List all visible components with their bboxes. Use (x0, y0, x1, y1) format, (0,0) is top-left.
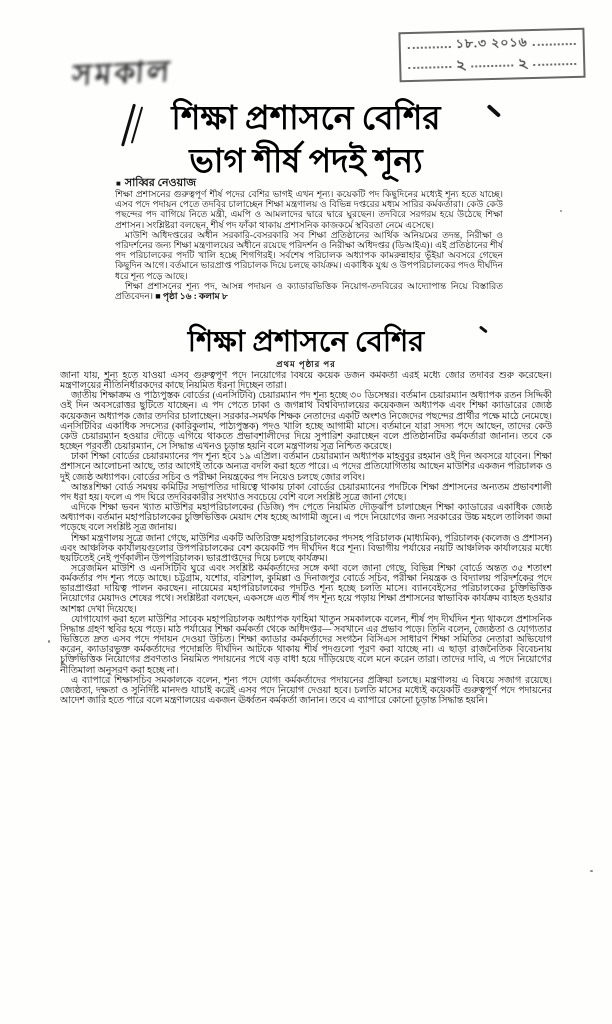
scan-speck (48, 640, 50, 643)
headline-line-2: ভাগ শীর্ষ পদই শূন্য (189, 144, 423, 180)
lead-paragraph (115, 281, 503, 301)
body-paragraph: আন্তঃশিক্ষা বোর্ড সমন্বয় কমিটির সভাপতির দায়িত্বে থাকায় ঢাকা বোর্ডের চেয়ারম্যানের পদটিকে শিক্ষা প্রশাসনের অন্যতম প্রভাবশালী পদ ধরা হয়। ফলে এ পদ ঘিরে তদবিরকারীর সংখ্যাও সবচেয়ে বেশি বলে সংশ্লিষ্ট সূত্রে জানা গেছে। (60, 482, 552, 503)
lead-paragraph: শিক্ষা প্রশাসনের গুরুত্বপূর্ণ শীর্ষ পদের বেশির ভাগই এখন শূন্য। কয়েকটি পদ কিছুদিনের মধ্যেই শূন্য হতে যাচ্ছে। এসব পদে পদায়ন পেতে তদবির চালাচ্ছেন শিক্ষা মন্ত্রণালয় ও বিভিন্ন দপ্তরের মধ্যম সারির কর্মকর্তারা। কেউ কেউ পছন্দের পদ বাগিয়ে নিতে মন্ত্রী, এমপি ও আমলাদের দ্বারে দ্বারে ঘুরছেন। তদবিরে সরগরম হয়ে উঠেছে শিক্ষা প্রশাসন। সংশ্লিষ্টরা বলছেন, শীর্ষ পদ ফাঁকা থাকায় প্রশাসনিক কাজকর্মে স্থবিরতা নেমে এসেছে। (115, 189, 503, 230)
masthead-smudge: সমকাল (70, 55, 174, 93)
headline (104, 98, 508, 184)
stamp-scribble-left: ২ (454, 56, 468, 75)
dotted-line (533, 61, 576, 65)
stamp-date: ১৮.৩ ২০১৬ (455, 35, 528, 51)
body-column (60, 371, 552, 1017)
body-paragraph: ঢাকা শিক্ষা বোর্ডের চেয়ারম্যানের পদ শূন্য হবে ১৯ এপ্রিল। বর্তমান চেয়ারম্যান অধ্যাপক মাহবুবুর রহমান ওই দিন অবসরে যাবেন। শিক্ষা প্রশাসনে আলোচনা আছে, তার আগেই তাকে অন্যত্র বদলি করা হতে পারে। এ পদের প্রতিযোগিতায় আছেন মাউশির একজন পরিচালক ও দুই জ্যেষ্ঠ অধ্যাপক। বোর্ডের সচিব ও পরীক্ষা নিয়ন্ত্রকের পদ নিয়েও চলছে জোর লবিং। (60, 452, 552, 483)
jump-page-marker: ■ পৃষ্ঠা ১৬ : কলাম ৮ (155, 291, 228, 302)
body-paragraph: যোগাযোগ করা হলে মাউশির সাবেক মহাপরিচালক অধ্যাপক ফাহিমা খাতুন সমকালকে বলেন, শীর্ষ পদ দীর্ঘদিন শূন্য থাকলে প্রশাসনিক সিদ্ধান্ত গ্রহণ স্থবির হয়ে পড়ে। মাঠ পর্যায়ের শিক্ষা কর্মকর্তা থেকে অধিদপ্তর— সবখানে এর প্রভাব পড়ে। তিনি বলেন, জ্যেষ্ঠতা ও যোগ্যতার ভিত্তিতে দ্রুত এসব পদে পদায়ন দেওয়া উচিত। শিক্ষা ক্যাডার কর্মকর্তাদের সংগঠন বিসিএস সাধারণ শিক্ষা সমিতির নেতারা অভিযোগ করেন, ক্যাডারভুক্ত কর্মকর্তাদের পদোন্নতি দীর্ঘদিন আটকে থাকায় শীর্ষ পদগুলো পূরণ করা যাচ্ছে না। এ ছাড়া রাজনৈতিক বিবেচনায় চুক্তিভিত্তিক নিয়োগের প্রবণতাও নিয়মিত পদায়নের পথে বড় বাধা হয়ে দাঁড়িয়েছে বলে মনে করেন তারা। তাদের দাবি, এ পদে নিয়োগের নীতিমালা অনুসরণ করা হচ্ছে না। (60, 614, 552, 676)
body-paragraph: জাতীয় শিক্ষাক্রম ও পাঠ্যপুস্তক বোর্ডের (এনসিটিবি) চেয়ারম্যান পদ শূন্য হচ্ছে ৩০ ডিসেম্বর। বর্তমান চেয়ারম্যান অধ্যাপক রতন সিদ্দিকী ওই দিন অবসরোত্তর ছুটিতে যাচ্ছেন। এ পদ পেতে ঢাকা ও জগন্নাথ বিশ্ববিদ্যালয়ের কয়েকজন অধ্যাপক এবং শিক্ষা ক্যাডারের জ্যেষ্ঠ কয়েকজন অধ্যাপক জোর তদবির চালাচ্ছেন। সরকার-সমর্থক শিক্ষক নেতাদের একটি অংশও নিজেদের পছন্দের প্রার্থীর পক্ষে মাঠে নেমেছে। এনসিটিবির একাধিক সদস্যের (কারিকুলাম, পাঠ্যপুস্তক) পদও খালি হচ্ছে আগামী মাসে। বর্তমানে যারা সদস্য পদে আছেন, তাদের কেউ কেউ চেয়ারম্যান হওয়ার দৌড়ে এগিয়ে থাকতে প্রভাবশালীদের দিয়ে সুপারিশ করাচ্ছেন বলে প্রতিষ্ঠানটির কর্মকর্তারা জানান। তবে কে হচ্ছেন পরবর্তী চেয়ারম্যান, সে সিদ্ধান্ত এখনও চূড়ান্ত হয়নি বলে মন্ত্রণালয় সূত্র নিশ্চিত করেছে। (60, 391, 552, 453)
scan-speck (560, 210, 562, 212)
byline-name: সাব্বির নেওয়াজ (124, 177, 197, 189)
lead-column (115, 189, 503, 333)
date-stamp-row-2 (408, 53, 576, 77)
headline-line-1: শিক্ষা প্রশাসনে বেশির (171, 101, 441, 137)
lead-paragraph-text: শিক্ষা প্রশাসনের শূন্য পদ, আসন্ন পদায়ন ও ক্যাডারভিত্তিক নিয়োগ-তদবিরের আদ্যোপান্ত নিয়ে বিস্তারিত প্রতিবেদন। (115, 280, 503, 302)
jump-headline: শিক্ষা প্রশাসনে বেশির (187, 326, 425, 358)
dotted-line (408, 65, 451, 69)
lead-paragraph: মাউশি অধিদপ্তরের অধীন সরকারি-বেসরকারি সব শিক্ষা প্রতিষ্ঠানের আর্থিক অনিয়মের তদন্ত, নিরীক্ষা ও পরিদর্শনের জন্য শিক্ষা মন্ত্রণালয়ের অধীনে রয়েছে পরিদর্শন ও নিরীক্ষা অধিদপ্তর (ডিআইএ)। এই প্রতিষ্ঠানের শীর্ষ পদ পরিচালকের পদটি খালি হচ্ছে শিগগিরই। সর্বশেষ পরিচালক অধ্যাপক কামরুন্নাহার ভূঁইয়া অবসরে গেছেন কিছুদিন আগে। বর্তমানে ভারপ্রাপ্ত পরিচালক দিয়ে চলছে কার্যক্রম। একাধিক যুগ্ম ও উপপরিচালকের পদও দীর্ঘদিন ধরে শূন্য পড়ে আছে। (115, 229, 503, 281)
byline-bullet-icon: ■ (116, 178, 121, 188)
body-paragraph: সরেজমিন মাউশি ও এনসিটিবি ঘুরে এবং সংশ্লিষ্ট কর্মকর্তাদের সঙ্গে কথা বলে জানা গেছে, বিভিন্ন শিক্ষা বোর্ডে অন্তত ৩৫ শতাংশ কর্মকর্তার পদ শূন্য পড়ে আছে। চট্টগ্রাম, যশোর, বরিশাল, কুমিল্লা ও দিনাজপুর বোর্ডে সচিব, পরীক্ষা নিয়ন্ত্রক ও বিদ্যালয় পরিদর্শকের পদে ভারপ্রাপ্তরা দায়িত্ব পালন করছেন। নায়েমের মহাপরিচালকের পদটিও শূন্য হচ্ছে চলতি মাসে। ব্যানবেইসের পরিচালকের চুক্তিভিত্তিক নিয়োগের মেয়াদও শেষের পথে। সংশ্লিষ্টরা বলছেন, একসঙ্গে এত শীর্ষ পদ শূন্য হয়ে পড়ায় শিক্ষা প্রশাসনের স্বাভাবিক কার্যক্রম ব্যাহত হওয়ার আশঙ্কা দেখা দিয়েছে। (60, 563, 552, 615)
continuation-note: প্রথম পৃষ্ঠার পর (276, 359, 336, 369)
body-paragraph: জানা যায়, শূন্য হতে যাওয়া এসব গুরুত্বপূর্ণ পদে নিয়োগের বিষয়ে কয়েক ডজন কর্মকর্তা এরই মধ্যে জোর তদবির শুরু করেছেন। মন্ত্রণালয়ের নীতিনির্ধারকদের কাছে নিয়মিত ধরনা দিচ্ছেন তারা। (60, 371, 552, 392)
body-paragraph: এদিকে শিক্ষা ভবন খ্যাত মাউশির মহাপরিচালকের (ডিজি) পদ পেতে নিয়মিত দৌড়ঝাঁপ চালাচ্ছেন শিক্ষা ক্যাডারের একাধিক জ্যেষ্ঠ অধ্যাপক। বর্তমান মহাপরিচালকের চুক্তিভিত্তিক মেয়াদ শেষ হচ্ছে আগামী জুনে। এ পদে নিয়োগের জন্য সরকারের উচ্চ মহলে তালিকা জমা পড়েছে বলে সংশ্লিষ্ট সূত্র জানায়। (60, 503, 552, 534)
date-stamp-box (398, 28, 585, 83)
dotted-line (533, 41, 576, 45)
scan-speck (590, 870, 593, 872)
dotted-line (408, 45, 451, 49)
body-paragraph: শিক্ষা মন্ত্রণালয় সূত্রে জানা গেছে, মাউশির একটি অতিরিক্ত মহাপরিচালকের পদসহ পরিচালক (মাধ্যমিক), পরিচালক (কলেজ ও প্রশাসন) এবং আঞ্চলিক কার্যালয়গুলোর উপপরিচালকের বেশ কয়েকটি পদ দীর্ঘদিন ধরে শূন্য। বিভাগীয় পর্যায়ের নয়টি আঞ্চলিক কার্যালয়ের মধ্যে ছয়টিতেই নেই পূর্ণকালীন উপপরিচালক। ভারপ্রাপ্তদের দিয়ে চলছে কার্যক্রম। (60, 533, 552, 564)
dotted-line (471, 63, 514, 67)
stamp-scribble-right: ২ (516, 54, 531, 73)
body-paragraph: এ ব্যাপারে শিক্ষাসচিব সমকালকে বলেন, শূন্য পদে যোগ্য কর্মকর্তাদের পদায়নের প্রক্রিয়া চলছে। মন্ত্রণালয় এ বিষয়ে সজাগ রয়েছে। জ্যেষ্ঠতা, দক্ষতা ও সুনির্দিষ্ট মানদণ্ড যাচাই করেই এসব পদে নিয়োগ দেওয়া হবে। চলতি মাসের মধ্যেই কয়েকটি গুরুত্বপূর্ণ পদে পদায়নের আদেশ জারি হতে পারে বলে মন্ত্রণালয়ের একজন ঊর্ধ্বতন কর্মকর্তা জানান। তবে এ ব্যাপারে কোনো চূড়ান্ত সিদ্ধান্ত হয়নি। (60, 675, 552, 706)
